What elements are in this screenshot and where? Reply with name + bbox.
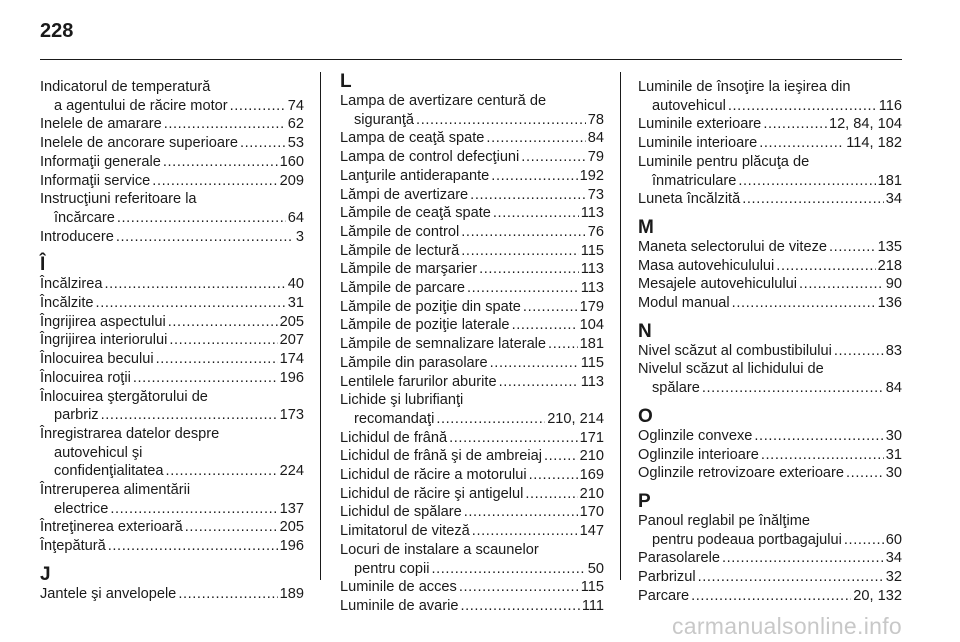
- dot-leader: [104, 275, 285, 294]
- section-letter: M: [638, 216, 654, 238]
- entry-page-ref: 78: [587, 111, 604, 128]
- dot-leader: [169, 331, 277, 350]
- index-entry: [340, 541, 604, 578]
- entry-text: Lichide şi lubrifianţi: [340, 392, 464, 409]
- dot-leader: [844, 531, 884, 550]
- entry-text: Panoul reglabil pe înălţime: [638, 512, 810, 529]
- index-entry: [638, 464, 902, 483]
- entry-page-ref: 60: [885, 531, 902, 548]
- dot-leader: [163, 153, 278, 172]
- entry-text: Lentilele farurilor aburite: [340, 373, 497, 390]
- index-entry: [340, 92, 604, 129]
- index-entry: [340, 148, 604, 167]
- index-entry: [40, 369, 304, 388]
- index-entry: [40, 190, 304, 227]
- index-entry: [638, 115, 902, 134]
- entry-text: autovehicul: [652, 97, 726, 114]
- index-entry: [638, 360, 902, 397]
- entry-text: Îngrijirea interiorului: [40, 332, 168, 349]
- index-entry: [638, 238, 902, 257]
- entry-page-ref: 40: [287, 276, 304, 293]
- entry-page-ref: 73: [587, 186, 604, 203]
- entry-text: Maneta selectorului de viteze: [638, 238, 828, 255]
- dot-leader: [470, 186, 586, 205]
- entry-page-ref: 90: [885, 276, 902, 293]
- entry-text: Informaţii generale: [40, 153, 161, 170]
- index-entry: [638, 294, 902, 313]
- entry-text: Limitatorul de viteză: [340, 523, 470, 540]
- index-entry: [638, 549, 902, 568]
- entry-text: confidenţialitatea: [54, 463, 164, 480]
- index-entry: [40, 78, 304, 115]
- entry-text: Lichidul de frână: [340, 429, 448, 446]
- dot-leader: [479, 260, 579, 279]
- dot-leader: [529, 466, 578, 485]
- entry-text: Luminile de avarie: [340, 597, 459, 614]
- index-entry: [340, 223, 604, 242]
- dot-leader: [108, 537, 278, 556]
- dot-leader: [116, 228, 294, 247]
- entry-text: Lămpile de control: [340, 223, 460, 240]
- entry-page-ref: 189: [279, 585, 304, 602]
- entry-text: recomandaţi: [354, 410, 435, 427]
- dot-leader: [525, 485, 577, 504]
- index-entry: [638, 78, 902, 115]
- index-entry: [340, 167, 604, 186]
- index-entry: [40, 388, 304, 425]
- entry-text: pentru podeaua portbagajului: [652, 531, 842, 548]
- entry-page-ref: 135: [877, 238, 902, 255]
- dot-leader: [702, 379, 884, 398]
- entry-text: Luminile exterioare: [638, 116, 762, 133]
- dot-leader: [728, 97, 877, 116]
- watermark: carmanualsonline.info: [671, 613, 902, 639]
- index-entry: [340, 522, 604, 541]
- entry-page-ref: 31: [287, 295, 304, 312]
- index-entry: [40, 585, 304, 604]
- entry-page-ref: 179: [579, 298, 604, 315]
- entry-text: a agentului de răcire motor: [54, 97, 228, 114]
- entry-text: Parasolarele: [638, 550, 720, 567]
- entry-text: Încălzite: [40, 295, 94, 312]
- entry-text: Modul manual: [638, 295, 730, 312]
- entry-text: Lichidul de frână şi de ambreiaj: [340, 448, 542, 465]
- dot-leader: [754, 427, 883, 446]
- index-entry: [40, 518, 304, 537]
- entry-text: Oglinzile interioare: [638, 446, 759, 463]
- entry-page-ref: 84: [587, 130, 604, 147]
- entry-page-ref: 62: [287, 116, 304, 133]
- entry-page-ref: 136: [877, 295, 902, 312]
- entry-page-ref: 210, 214: [547, 410, 604, 427]
- entry-text: Lămpile de marşarier: [340, 261, 478, 278]
- entry-page-ref: 137: [279, 500, 304, 517]
- entry-text: Înlocuirea ştergătorului de: [40, 388, 208, 405]
- entry-page-ref: 115: [580, 242, 604, 259]
- section-letter: J: [40, 563, 51, 585]
- dot-leader: [738, 172, 875, 191]
- entry-text: Înţepătură: [40, 538, 106, 555]
- index-entry: [638, 512, 902, 549]
- index-entry: [340, 242, 604, 261]
- dot-leader: [117, 209, 286, 228]
- entry-page-ref: 76: [587, 223, 604, 240]
- dot-leader: [110, 500, 277, 519]
- entry-page-ref: 30: [885, 465, 902, 482]
- dot-leader: [698, 568, 884, 587]
- entry-page-ref: 192: [579, 167, 604, 184]
- index-entry: [340, 447, 604, 466]
- index-entry: [340, 597, 604, 616]
- entry-page-ref: 209: [279, 172, 304, 189]
- entry-text: Jantele şi anvelopele: [40, 585, 177, 602]
- entry-text: siguranţă: [354, 111, 415, 128]
- entry-page-ref: 111: [581, 597, 604, 614]
- index-entry: [340, 298, 604, 317]
- column-divider: [620, 72, 621, 580]
- index-entry: [40, 228, 304, 247]
- entry-page-ref: 83: [885, 342, 902, 359]
- entry-page-ref: 147: [579, 523, 604, 540]
- entry-text: Parcare: [638, 587, 690, 604]
- entry-page-ref: 12, 84, 104: [828, 116, 902, 133]
- entry-text: Întreruperea alimentării: [40, 482, 191, 499]
- entry-text: Lanţurile antiderapante: [340, 167, 490, 184]
- dot-leader: [96, 294, 286, 313]
- entry-page-ref: 196: [279, 538, 304, 555]
- page-number: 228: [40, 20, 74, 42]
- index-column-1: [40, 78, 304, 604]
- dot-leader: [164, 115, 286, 134]
- index-entry: [340, 260, 604, 279]
- dot-leader: [461, 242, 578, 261]
- index-entry: [638, 568, 902, 587]
- index-entry: [340, 316, 604, 335]
- dot-leader: [799, 275, 884, 294]
- entry-text: Lămpile din parasolare: [340, 354, 488, 371]
- entry-text: Întreţinerea exterioară: [40, 519, 183, 536]
- section-letter: L: [340, 71, 352, 92]
- entry-text: Oglinzile convexe: [638, 427, 753, 444]
- entry-text: Inelele de ancorare superioare: [40, 135, 238, 152]
- index-entry: [340, 503, 604, 522]
- entry-page-ref: 181: [579, 336, 604, 353]
- dot-leader: [846, 464, 884, 483]
- entry-page-ref: 210: [579, 448, 604, 465]
- entry-page-ref: 50: [587, 560, 604, 577]
- dot-leader: [436, 410, 545, 429]
- index-entry: [40, 134, 304, 153]
- dot-leader: [523, 298, 578, 317]
- entry-page-ref: 104: [579, 317, 604, 334]
- index-entry: [340, 373, 604, 392]
- entry-text: Masa autovehiculului: [638, 257, 775, 274]
- section-letter: N: [638, 320, 652, 342]
- dot-leader: [166, 462, 278, 481]
- entry-text: Luminile de însoţire la ieşirea din: [638, 79, 851, 95]
- dot-leader: [829, 238, 876, 257]
- dot-leader: [185, 518, 278, 537]
- dot-leader: [178, 585, 277, 604]
- index-entry: [638, 134, 902, 153]
- entry-page-ref: 170: [579, 504, 604, 521]
- entry-text: Lămpile de poziţie din spate: [340, 298, 521, 315]
- index-entry: [638, 587, 902, 606]
- entry-page-ref: 30: [885, 427, 902, 444]
- dot-leader: [416, 111, 586, 130]
- dot-leader: [133, 369, 278, 388]
- entry-page-ref: 205: [279, 519, 304, 536]
- dot-leader: [512, 316, 578, 335]
- entry-text: spălare: [652, 380, 700, 397]
- dot-leader: [486, 129, 585, 148]
- dot-leader: [759, 134, 844, 153]
- index-entry: [340, 578, 604, 597]
- entry-page-ref: 113: [580, 261, 604, 278]
- entry-page-ref: 64: [287, 209, 304, 226]
- entry-text: Nivelul scăzut al lichidului de: [638, 361, 824, 378]
- dot-leader: [472, 522, 578, 541]
- index-entry: [340, 485, 604, 504]
- entry-page-ref: 113: [580, 205, 604, 222]
- entry-page-ref: 160: [279, 153, 304, 170]
- index-entry: [40, 115, 304, 134]
- section-letter: Î: [40, 254, 46, 276]
- entry-page-ref: 224: [279, 463, 304, 480]
- entry-text: Inelele de amarare: [40, 116, 162, 133]
- entry-page-ref: 74: [287, 97, 304, 114]
- dot-leader: [449, 429, 578, 448]
- dot-leader: [460, 597, 579, 616]
- entry-page-ref: 114, 182: [846, 135, 902, 152]
- dot-leader: [431, 560, 585, 579]
- entry-page-ref: 53: [287, 135, 304, 152]
- dot-leader: [776, 257, 875, 276]
- entry-page-ref: 196: [279, 369, 304, 386]
- dot-leader: [521, 148, 585, 167]
- index-entry: [40, 275, 304, 294]
- entry-text: autovehicul şi: [54, 444, 143, 461]
- index-entry: [40, 350, 304, 369]
- entry-text: Luminile de acces: [340, 579, 457, 596]
- entry-page-ref: 207: [279, 332, 304, 349]
- index-entry: [40, 172, 304, 191]
- entry-text: Luminile pentru plăcuţa de: [638, 153, 810, 170]
- index-entry: [638, 257, 902, 276]
- column-divider: [320, 72, 321, 580]
- entry-text: Lampa de control defecţiuni: [340, 149, 520, 166]
- index-entry: [340, 466, 604, 485]
- dot-leader: [230, 97, 286, 116]
- index-entry: [638, 275, 902, 294]
- entry-text: înmatriculare: [652, 172, 737, 189]
- header-rule: [40, 59, 902, 60]
- entry-page-ref: 174: [279, 351, 304, 368]
- entry-text: Înlocuirea becului: [40, 351, 154, 368]
- index-entry: [638, 446, 902, 465]
- entry-page-ref: 115: [580, 354, 604, 371]
- index-entry: [40, 481, 304, 518]
- dot-leader: [722, 549, 884, 568]
- entry-page-ref: 113: [580, 373, 604, 390]
- entry-text: Lămpile de lectură: [340, 242, 460, 259]
- entry-page-ref: 115: [580, 579, 604, 596]
- entry-page-ref: 181: [877, 172, 902, 189]
- entry-text: Lichidul de spălare: [340, 504, 462, 521]
- entry-page-ref: 116: [878, 97, 902, 114]
- dot-leader: [152, 172, 277, 191]
- dot-leader: [240, 134, 286, 153]
- dot-leader: [544, 447, 578, 466]
- entry-page-ref: 79: [587, 149, 604, 166]
- dot-leader: [548, 335, 578, 354]
- index-column-3: [638, 78, 902, 605]
- index-entry: [40, 153, 304, 172]
- entry-page-ref: 218: [877, 257, 902, 274]
- entry-text: Înlocuirea roţii: [40, 369, 131, 386]
- dot-leader: [493, 204, 579, 223]
- entry-text: Lămpi de avertizare: [340, 186, 469, 203]
- entry-text: Parbrizul: [638, 569, 696, 586]
- entry-text: Încălzirea: [40, 276, 103, 293]
- index-entry: [40, 425, 304, 481]
- entry-page-ref: 205: [279, 313, 304, 330]
- entry-text: electrice: [54, 500, 109, 517]
- dot-leader: [732, 294, 876, 313]
- index-entry: [638, 190, 902, 209]
- entry-page-ref: 32: [885, 569, 902, 586]
- entry-text: încărcare: [54, 209, 115, 226]
- entry-page-ref: 169: [579, 467, 604, 484]
- index-entry: [340, 391, 604, 428]
- entry-text: Nivel scăzut al combustibilului: [638, 342, 832, 359]
- entry-text: Lămpile de ceaţă spate: [340, 205, 491, 222]
- dot-leader: [490, 354, 579, 373]
- entry-text: Lampa de ceaţă spate: [340, 130, 485, 147]
- dot-leader: [168, 313, 278, 332]
- entry-page-ref: 171: [579, 429, 604, 446]
- entry-page-ref: 20, 132: [853, 587, 902, 604]
- entry-page-ref: 3: [295, 228, 304, 245]
- entry-page-ref: 31: [885, 446, 902, 463]
- dot-leader: [467, 279, 579, 298]
- dot-leader: [464, 503, 578, 522]
- index-entry: [40, 537, 304, 556]
- dot-leader: [691, 587, 851, 606]
- entry-text: Informaţii service: [40, 172, 151, 189]
- section-letter: O: [638, 405, 653, 427]
- entry-page-ref: 84: [885, 380, 902, 397]
- index-entry: [638, 153, 902, 190]
- entry-text: Luneta încălzită: [638, 191, 741, 208]
- index-entry: [340, 335, 604, 354]
- dot-leader: [834, 342, 884, 361]
- entry-text: parbriz: [54, 407, 99, 424]
- index-entry: [40, 313, 304, 332]
- index-entry: [340, 429, 604, 448]
- entry-text: Lampa de avertizare centură de: [340, 93, 547, 109]
- entry-text: Locuri de instalare a scaunelor: [340, 541, 539, 558]
- dot-leader: [761, 446, 884, 465]
- index-entry: [340, 129, 604, 148]
- entry-page-ref: 34: [885, 550, 902, 567]
- section-letter: P: [638, 490, 651, 512]
- dot-leader: [101, 406, 278, 425]
- entry-text: Introducere: [40, 228, 114, 245]
- dot-leader: [499, 373, 579, 392]
- dot-leader: [491, 167, 577, 186]
- entry-page-ref: 173: [279, 407, 304, 424]
- entry-page-ref: 34: [885, 191, 902, 208]
- index-entry: [638, 427, 902, 446]
- entry-page-ref: 113: [580, 280, 604, 297]
- index-entry: [638, 342, 902, 361]
- dot-leader: [459, 578, 579, 597]
- entry-text: Luminile interioare: [638, 135, 758, 152]
- index-entry: [40, 331, 304, 350]
- entry-text: pentru copii: [354, 560, 430, 577]
- dot-leader: [156, 350, 278, 369]
- entry-text: Lămpile de semnalizare laterale: [340, 336, 547, 353]
- index-entry: [340, 186, 604, 205]
- index-column-2: [340, 71, 604, 616]
- index-entry: [40, 294, 304, 313]
- entry-text: Instrucţiuni referitoare la: [40, 191, 197, 208]
- entry-text: Oglinzile retrovizoare exterioare: [638, 465, 845, 482]
- entry-text: Lichidul de răcire şi antigelul: [340, 485, 524, 502]
- dot-leader: [461, 223, 586, 242]
- entry-text: Lămpile de parcare: [340, 280, 465, 297]
- entry-page-ref: 210: [579, 485, 604, 502]
- index-entry: [340, 354, 604, 373]
- entry-text: Înregistrarea datelor despre: [40, 425, 220, 442]
- dot-leader: [742, 190, 884, 209]
- dot-leader: [763, 115, 827, 134]
- entry-text: Indicatorul de temperatură: [40, 79, 211, 95]
- entry-text: Lichidul de răcire a motorului: [340, 467, 527, 484]
- entry-text: Lămpile de poziţie laterale: [340, 317, 510, 334]
- entry-text: Mesajele autovehiculului: [638, 276, 798, 293]
- index-entry: [340, 204, 604, 223]
- index-entry: [340, 279, 604, 298]
- entry-text: Îngrijirea aspectului: [40, 313, 166, 330]
